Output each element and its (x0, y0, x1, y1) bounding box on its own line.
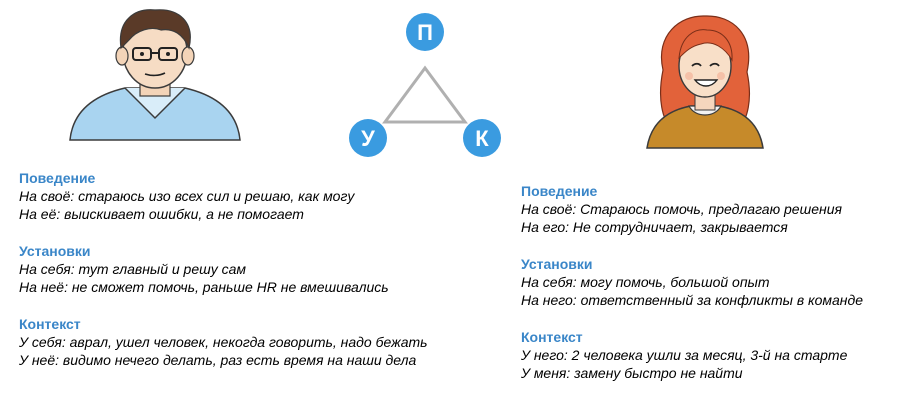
right-behavior-section (521, 182, 842, 236)
left-context-line-1: У себя: аврал, ушел человек, некогда говорить, надо бежать (19, 334, 428, 350)
left-attitudes-heading: Установки (19, 243, 91, 259)
right-behavior-line-2: На его: Не сотрудничает, закрывается (521, 219, 788, 235)
svg-text:К: К (475, 126, 489, 151)
right-attitudes-section (521, 255, 863, 309)
triangle-shape (385, 68, 465, 122)
node-right (463, 119, 501, 157)
right-behavior-line-1: На своё: Стараюсь помочь, предлагаю решения (521, 201, 842, 217)
left-context-line-2: У неё: видимо нечего делать, раз есть время на наши дела (19, 352, 417, 368)
left-behavior-section (19, 169, 354, 223)
right-context-section (521, 328, 847, 382)
node-top (406, 13, 444, 51)
svg-text:П: П (417, 20, 433, 45)
triangle-diagram (340, 10, 510, 160)
left-attitudes-line-2: На неё: не сможет помочь, раньше HR не вмешивались (19, 279, 389, 295)
man-avatar-illustration (55, 0, 255, 145)
right-context-line-1: У него: 2 человека ушли за месяц, 3-й на старте (521, 347, 848, 363)
left-attitudes-section (19, 242, 389, 296)
right-context-heading: Контекст (521, 329, 583, 345)
left-behavior-heading: Поведение (19, 170, 96, 186)
right-attitudes-heading: Установки (521, 256, 593, 272)
right-attitudes-line-1: На себя: могу помочь, большой опыт (521, 274, 770, 290)
right-behavior-heading: Поведение (521, 183, 598, 199)
left-context-section (19, 315, 428, 369)
svg-text:У: У (361, 126, 375, 151)
woman-avatar-illustration (635, 10, 775, 150)
right-context-line-2: У меня: замену быстро не найти (521, 365, 743, 381)
node-left (349, 119, 387, 157)
left-behavior-line-2: На её: выискивает ошибки, а не помогает (19, 206, 304, 222)
left-behavior-line-1: На своё: стараюсь изо всех сил и решаю, как могу (19, 188, 355, 204)
left-attitudes-line-1: На себя: тут главный и решу сам (19, 261, 247, 277)
right-attitudes-line-2: На него: ответственный за конфликты в команде (521, 292, 864, 308)
left-context-heading: Контекст (19, 316, 81, 332)
